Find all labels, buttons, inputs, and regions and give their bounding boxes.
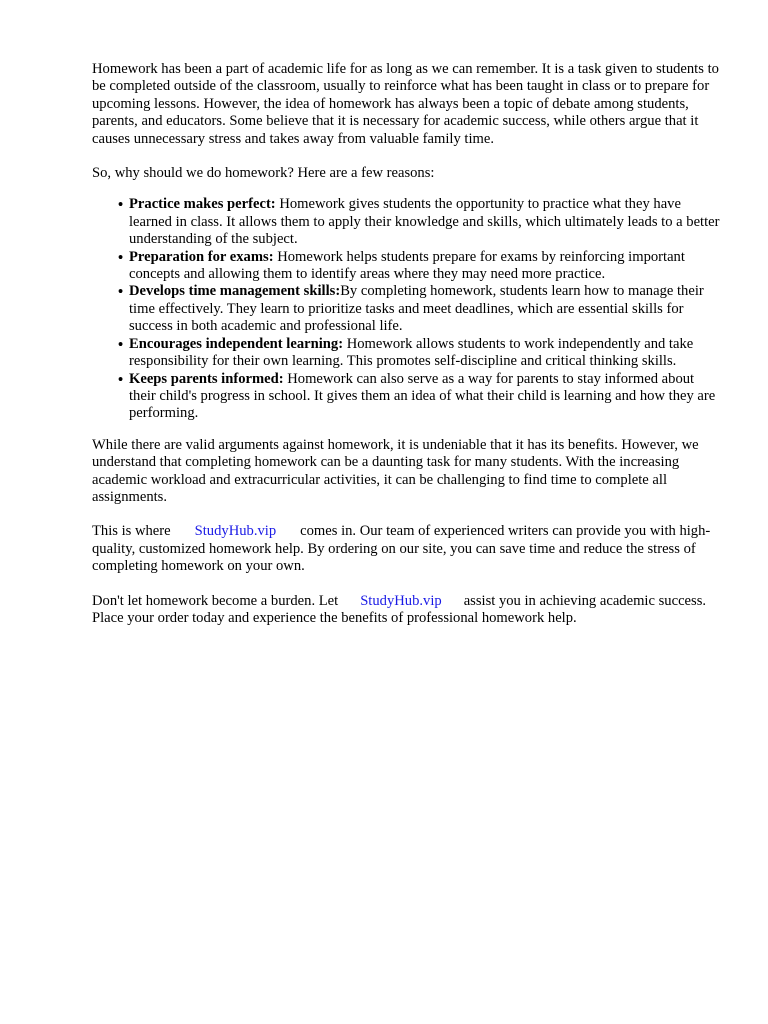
bullet-icon: • (118, 336, 124, 353)
reason-term: Encourages independent learning: (129, 335, 344, 352)
reason-text: Homework helps students prepare for exams by reinforcing important concepts and allowing them to identify areas where they may need more practice. (129, 248, 685, 283)
reason-text: By completing homework, students learn how to manage their time effectively. They learn to prioritize tasks and meet deadlines, which are essential skills for success in both academic and professional life. (129, 283, 704, 335)
bullet-icon: • (118, 284, 124, 301)
arguments-paragraph: While there are valid arguments against homework, it is undeniable that it has its benefits. However, we understand that completing homework can be a daunting task for many students. With the increasing academic workload and extracurricular activities, it can be challenging to find time to complete all assignments. (92, 436, 699, 505)
reason-text: Homework gives students the opportunity to practice what they have learned in class. It allows them to apply their knowledge and skills, which ultimately leads to a better understanding of the subject. (129, 196, 720, 248)
reasons-lead-paragraph: So, why should we do homework? Here are a few reasons: (92, 165, 435, 182)
studyhub-text-after: comes in. Our team of experienced writers can provide you with high-quality, customized homework help. By ordering on our site, you can save time and reduce the stress of completing homework on your own. (92, 523, 711, 575)
list-item (118, 248, 722, 284)
studyhub-text-before: This is where (92, 523, 171, 540)
reasons-list (92, 196, 722, 422)
bullet-icon: • (118, 249, 124, 266)
bullet-icon: • (118, 197, 124, 214)
list-item (118, 196, 722, 248)
reason-term: Practice makes perfect: (129, 196, 276, 213)
reason-text: Homework allows students to work independently and take responsibility for their own learning. This promotes self-discipline and critical thinking skills. (129, 335, 694, 370)
intro-paragraph: Homework has been a part of academic life for as long as we can remember. It is a task given to students to be completed outside of the classroom, usually to reinforce what has been taught in class or to prepare for upcoming lessons. However, the idea of homework has always been a topic of debate among students, parents, and educators. Some believe that it is necessary for academic success, while others argue that it causes unnecessary stress and takes away from valuable family time. (92, 61, 719, 147)
reason-term: Preparation for exams: (129, 248, 274, 265)
list-item (118, 370, 722, 423)
bullet-icon: • (118, 371, 124, 388)
list-item (118, 335, 722, 371)
list-item (118, 283, 722, 335)
closing-text-before: Don't let homework become a burden. Let (92, 592, 339, 609)
closing-text-after: assist you in achieving academic success. Place your order today and experience the benefits of professional homework help. (92, 592, 707, 626)
studyhub-paragraph (92, 523, 722, 575)
reason-text: Homework can also serve as a way for parents to stay informed about their child's progress in school. It gives them an idea of what their child is learning and how they are performing. (129, 370, 716, 422)
document-body (92, 61, 722, 627)
studyhub-link-closing[interactable]: StudyHub.vip (360, 592, 442, 609)
reason-term: Develops time management skills: (129, 283, 341, 300)
closing-paragraph (92, 593, 722, 628)
reason-term: Keeps parents informed: (129, 370, 284, 387)
studyhub-link[interactable]: StudyHub.vip (194, 523, 277, 540)
